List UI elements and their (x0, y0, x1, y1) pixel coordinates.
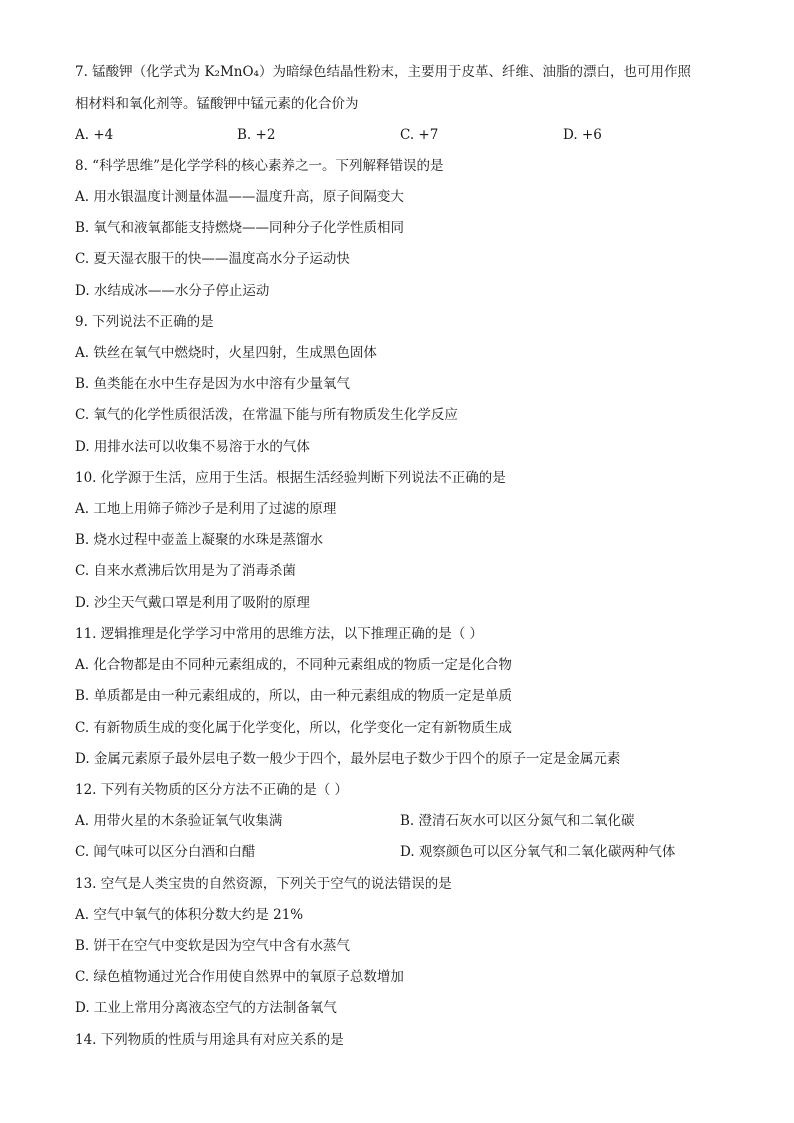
q11-option-c: C. 有新物质生成的变化属于化学变化，所以，化学变化一定有新物质生成 (75, 720, 512, 736)
q12-option-d: D. 观察颜色可以区分氧气和二氧化碳两种气体 (400, 844, 676, 860)
q8-option-b: B. 氧气和液氧都能支持燃烧——同种分子化学性质相同 (75, 220, 405, 236)
q12-option-a: A. 用带火星的木条验证氧气收集满 (75, 813, 283, 829)
q9-option-d: D. 用排水法可以收集不易溶于水的气体 (75, 439, 310, 455)
q7-stem-line2: 相材料和氧化剂等。锰酸钾中锰元素的化合价为 (75, 96, 359, 112)
q10-option-b: B. 烧水过程中壶盖上凝聚的水珠是蒸馏水 (75, 532, 324, 548)
q13-option-b: B. 饼干在空气中变软是因为空气中含有水蒸气 (75, 938, 351, 954)
q11-option-a: A. 化合物都是由不同种元素组成的，不同种元素组成的物质一定是化合物 (75, 657, 512, 673)
q7-option-b: B. +2 (237, 127, 276, 143)
q13-option-c: C. 绿色植物通过光合作用使自然界中的氧原子总数增加 (75, 969, 404, 985)
q8-option-c: C. 夏天湿衣服干的快——温度高水分子运动快 (75, 251, 350, 267)
q7-option-a: A. +4 (75, 127, 114, 143)
q11-option-b: B. 单质都是由一种元素组成的，所以，由一种元素组成的物质一定是单质 (75, 688, 513, 704)
q10-option-c: C. 自来水煮沸后饮用是为了消毒杀菌 (75, 563, 296, 579)
q7-option-d: D. +6 (563, 127, 602, 143)
q9-option-b: B. 鱼类能在水中生存是因为水中溶有少量氧气 (75, 376, 351, 392)
q9-option-c: C. 氧气的化学性质很活泼，在常温下能与所有物质发生化学反应 (75, 407, 458, 423)
q10-option-a: A. 工地上用筛子筛沙子是利用了过滤的原理 (75, 501, 337, 517)
q12-options-row2 (75, 842, 725, 862)
q9-stem: 9. 下列说法不正确的是 (75, 314, 214, 330)
q9-option-a: A. 铁丝在氧气中燃烧时，火星四射，生成黑色固体 (75, 345, 377, 361)
q14-stem: 14. 下列物质的性质与用途具有对应关系的是 (75, 1032, 344, 1048)
q10-stem: 10. 化学源于生活，应用于生活。根据生活经验判断下列说法不正确的是 (75, 470, 506, 486)
q8-stem: 8. “科学思维”是化学学科的核心素养之一。下列解释错误的是 (75, 158, 444, 174)
q7-stem-line1: 7. 锰酸钾（化学式为 K₂MnO₄）为暗绿色结晶性粉末，主要用于皮革、纤维、油脂的漂白，也可用作照 (75, 64, 691, 80)
q12-option-c: C. 闻气味可以区分白酒和白醋 (75, 844, 256, 860)
q12-option-b: B. 澄清石灰水可以区分氮气和二氧化碳 (400, 813, 635, 829)
q8-option-a: A. 用水银温度计测量体温——温度升高，原子间隔变大 (75, 189, 404, 205)
q11-stem: 11. 逻辑推理是化学学习中常用的思维方法，以下推理正确的是（ ） (75, 626, 484, 642)
q7-options (75, 125, 725, 145)
q10-option-d: D. 沙尘天气戴口罩是利用了吸附的原理 (75, 595, 310, 611)
q8-option-d: D. 水结成冰——水分子停止运动 (75, 283, 270, 299)
q12-options-row1 (75, 811, 725, 831)
q13-option-d: D. 工业上常用分离液态空气的方法制备氧气 (75, 1000, 337, 1016)
q12-stem: 12. 下列有关物质的区分方法不正确的是（ ） (75, 782, 349, 798)
q13-option-a: A. 空气中氧气的体积分数大约是 21% (75, 907, 304, 923)
q11-option-d: D. 金属元素原子最外层电子数一般少于四个，最外层电子数少于四个的原子一定是金属元素 (75, 751, 621, 767)
q7-option-c: C. +7 (400, 127, 439, 143)
q13-stem: 13. 空气是人类宝贵的自然资源，下列关于空气的说法错误的是 (75, 876, 452, 892)
